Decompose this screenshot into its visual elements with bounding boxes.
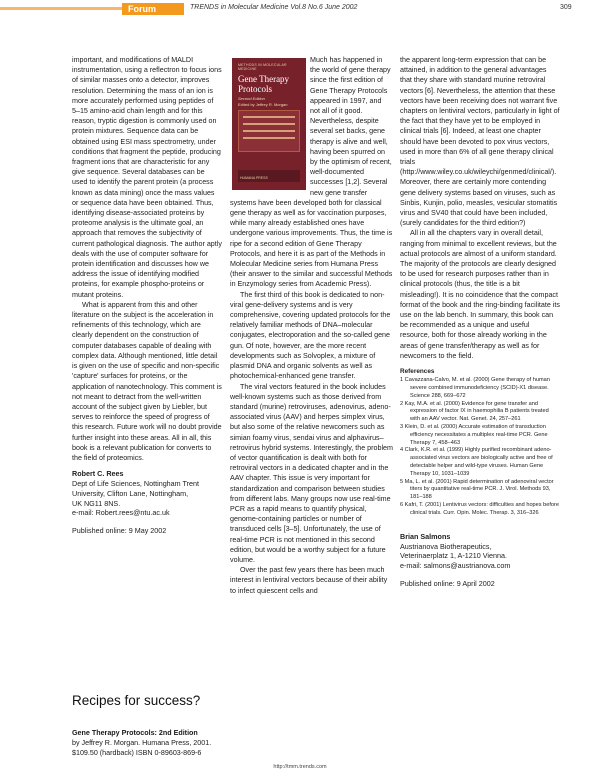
body-paragraph: Over the past few years there has been much interest in lentiviral vectors because of their ability to infect quiescent cells and <box>230 566 388 595</box>
journal-line: TRENDS in Molecular Medicine Vol.8 No.6 June 2002 <box>190 4 358 11</box>
book-title: Gene Therapy Protocols: 2nd Edition <box>72 729 198 737</box>
published-date: Published online: 9 May 2002 <box>72 525 167 535</box>
column-1 <box>72 55 222 536</box>
cover-edition: Second Edition <box>238 96 265 101</box>
author-name: Brian Salmons <box>400 531 451 541</box>
section-title: Recipes for success? <box>72 693 201 708</box>
reference-item: 2 Kay, M.A. et al. (2000) Evidence for gene transfer and expression of factor IX in haemophilia B patients treated with an AAV vector. Nat. Genet. 24, 257–261 <box>400 400 549 423</box>
footer-url: http://tmm.trends.com <box>273 764 327 770</box>
page-header <box>0 2 600 16</box>
page-number: 309 <box>560 4 572 11</box>
cover-space <box>230 55 310 191</box>
body-paragraph: the apparent long-term expression that can be attained, in addition to the general advantages that they share with standard murine retroviral vectors [6]. Nevertheless, the attention that these vectors have been receiving does not warrant five chapters on lentiviral vectors, particularly in light of the fact that they have yet to be employed in clinical trials [6]. Indeed, at least one chapter should have been devoted to pox virus vectors, used in more than 6% of all gene therapy clinical trials (http://www.wiley.co.uk/wileychi/genmed/clinical/). Moreover, there are certainly more contending gene delivery systems based on viruses, such as Sinbis, Kunjin, polio, measles, vesicular stomatitis virus and SV40 that could have been included, (surely candidates for the third edition?) <box>400 56 560 228</box>
reference-item: 6 Kafri, T. (2001) Lentivirus vectors: difficulties and hopes before clinical trials. Curr. Opin. Molec. Therap. 3, 316–326 <box>400 502 559 516</box>
column-3 <box>400 55 560 589</box>
author-affiliation: Veterinaerplatz 1, A-1210 Vienna. <box>400 551 507 561</box>
cover-publisher: HUMANA PRESS <box>240 176 268 180</box>
body-paragraph: The first third of this book is dedicated to non-viral gene-delivery systems and is very comprehensive, covering updated protocols for the relatively familiar methods of DNA–molecular conjugates, electroporation and the so-called gene gun. Of note, however, are the more recent developments such as Solvoplex, a mixture of plasmid DNA and organic solvents as well as photochemical-enhanced gene transfer. <box>230 290 391 381</box>
body-paragraph: Much has happened in the world of gene therapy since the first edition of Gene Therapy Protocols appeared in 1997, and not all of it good. Nevertheless, despite several set backs, gene therapy is alive and well, having been spurred on by the optimism of recent, well-documented successes [1,2]. Several new gene transfer systems have been developed both for classical gene therapy as well as for vaccination purposes, while many already established ones have undergone various improvements. Thus, the time is ripe for a second edition of Gene Therapy Protocols, and here it is as part of the Methods in Molecular Medicine series from Humana Press (their answer to the similar and successful Methods in Enzymology series from Academic Press). <box>230 56 393 289</box>
reference-item: 5 Ma, L. et al. (2001) Rapid determination of adenoviral vector titers by quantitative real-time PCR. J. Virol. Methods 93, 181–188 <box>400 478 554 501</box>
column-2 <box>230 55 393 596</box>
author-affiliation: UK NG11 8NS. <box>72 498 121 508</box>
body-paragraph: All in all the chapters vary in overall detail, ranging from minimal to excellent reviews, but the actual protocols are almost of a uniform standard. The majority of the protocols are clearly designed to be used for research purposes rather than in clinical protocols (thus, the title is a bit misleading!). It is no coincidence that the compact format of the book and the ring-binding facilitate its use on the lab bench. In summary, this book can be recommended as a unique and useful resource, both for those already working in the areas of gene transfer/therapy as well as for newcomers to the field. <box>400 229 560 360</box>
author-affiliation: Austrianova Biotherapeutics, <box>400 541 492 551</box>
reference-item: 1 Cavazzana-Calvo, M. et al. (2000) Gene therapy of human severe combined immunodeficiency (SCID)-X1 disease. Science 288, 669–672 <box>400 377 550 399</box>
author-name: Robert C. Rees <box>72 469 124 479</box>
author-affiliation: Dept of Life Sciences, Nottingham Trent <box>72 479 200 489</box>
body-paragraph: The viral vectors featured in the book includes well-known systems such as those derived from standard (murine) retroviruses, adenovirus, adeno-associated virus (AAV) and herpes simplex virus, but also some of the relative newcomers such as simian foamy virus, sendai virus and alphavirus–retrovirus hybrid systems. Interestingly, the problem of vector quantification is dealt with both for retroviral vectors in a dedicated chapter and in the AAV chapter. This issue is very important for standardization and comparison between studies from different labs. Many groups now use real-time PCR as a rapid means to quantify physical, genome-containing particles or number of transduced cells [3–5]. Unfortunately, the use of real-time PCR is not mentioned in this second edition, but would be a worthy subject for a future volume. <box>230 382 393 564</box>
author-affiliation: University, Clifton Lane, Nottingham, <box>72 488 189 498</box>
header-accent-bar <box>0 7 122 10</box>
body-paragraph: What is apparent from this and other literature on the subject is the acceleration in refinements of this technology, which are clearly dependent on the construction of computer databases capable of dealing with complex data. Although mentioned, little detail is given on the use of specific and non-specific 'capture' surfaces for proteins, or the application of nanotechnology. This comment is not meant to detract from the well-written account of the subject given by Liebler, but serves to reinforce the speed of progress of this research. Future work will no doubt provide further insight into these areas. All in all, this book is a relevant publication for converts to the field of proteomics. <box>72 300 222 462</box>
body-paragraph: important, and modifications of MALDI instrumentation, using a reflectron to focus ions of similar masses onto a detector, improves resolution. Determining the mass of an ion is more accurately performed using peptides of 5–15 amino-acid chain length and for this reason, tryptic digestion is commonly used on protein mixtures. Sequence data can be obtained using ESI mass spectrometry, under conditions that fragment the peptide, producing fragment ions that are characteristic for any give sequence. Several databases can be used to identify the parent protein (a process known as data mining) once the mass values or sequence data have been obtained. Thus, identifying disease-associated proteins by proteome analysis is the ultimate goal, an approach that removes the subjectivity of current pathological diagnosis. The author aptly deals with the use of computer software for protein identification and discusses how we address the issue of identifying modified proteins, for example phospho-proteins or mutant proteins. <box>72 56 222 299</box>
cover-editor: Edited by Jeffrey R. Morgan <box>238 102 288 107</box>
book-price: $109.50 (hardback) ISBN 0-89603-869-6 <box>72 749 202 757</box>
section-label: Forum <box>122 3 184 15</box>
author-email: e-mail: salmons@austrianova.com <box>400 561 511 571</box>
cover-title: Gene Therapy Protocols <box>238 74 290 94</box>
reference-item: 4 Clark, K.R. et al. (1999) Highly purified recombinant adeno-associated virus vectors are biologically active and free of detectable helper and wild-type viruses. Human Gene Therapy 10, 1031–1039 <box>400 447 553 477</box>
references-heading: References <box>400 368 435 376</box>
published-date: Published online: 9 April 2002 <box>400 578 495 588</box>
author-email: e-mail: Robert.rees@ntu.ac.uk <box>72 508 170 518</box>
cover-series: METHODS IN MOLECULAR MEDICINE <box>238 63 287 71</box>
reference-item: 3 Klein, D. et al. (2000) Accurate estimation of transduction efficiency necessitates a multiplex real-time PCR. Gene Therapy 7, 458–463 <box>400 424 548 446</box>
book-publisher: by Jeffrey R. Morgan. Humana Press, 2001. <box>72 739 212 747</box>
book-info <box>72 728 230 758</box>
